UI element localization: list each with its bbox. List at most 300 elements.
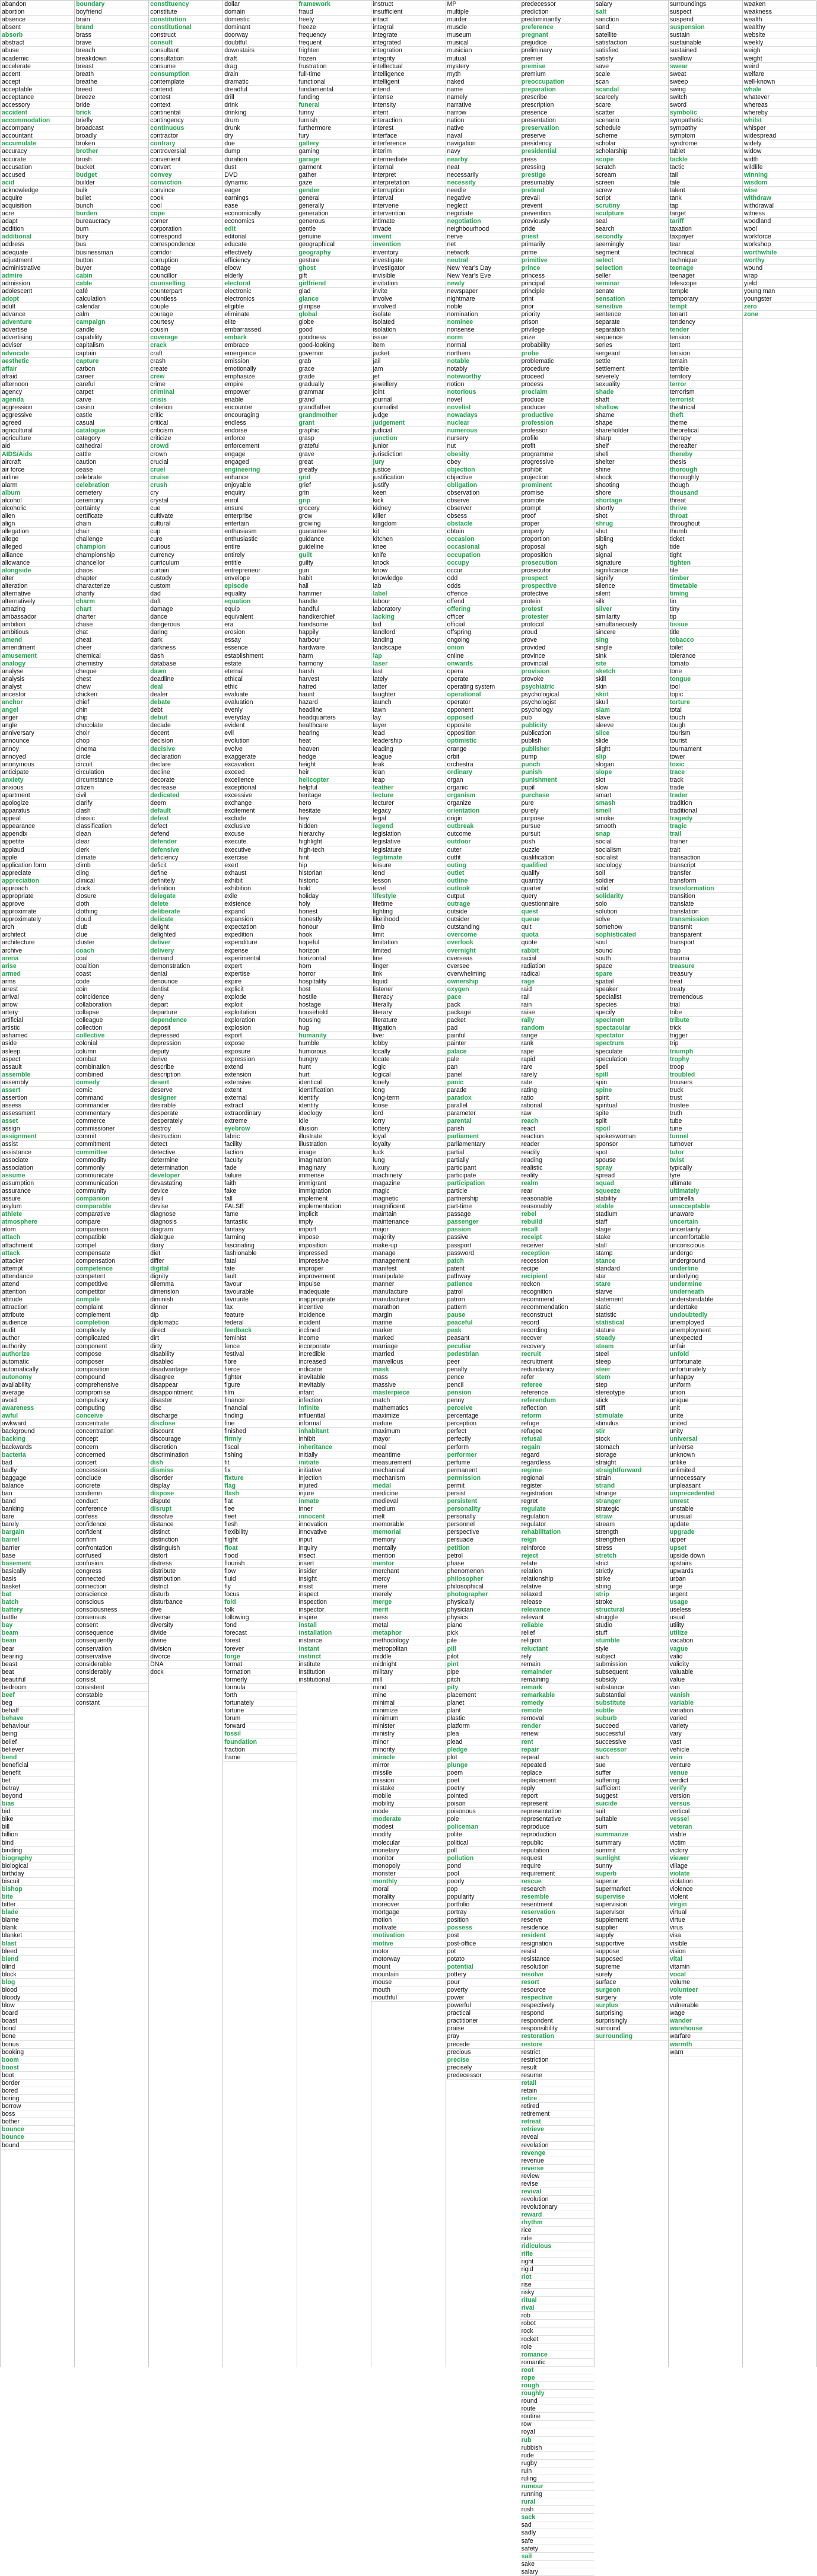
word-cell: search [595,225,668,233]
word-cell: diagnosis [149,1218,222,1226]
word-cell: rice [520,2227,594,2234]
word-cell: peak [446,1327,520,1335]
word-cell: establishment [223,652,297,660]
word-cell: acre [1,210,74,218]
word-cell: punch [520,761,594,769]
word-cell: disagree [149,1374,222,1381]
word-cell: display [149,1482,222,1490]
word-cell: space [595,963,668,970]
word-cell: purchase [520,792,594,800]
word-cell: register [520,1482,594,1490]
word-cell: presentation [520,117,594,125]
word-cell: dreadful [223,86,297,94]
word-cell: constitutional [149,24,222,31]
word-cell: humble [297,1040,371,1047]
word-cell: separation [595,326,668,334]
word-cell: apartment [1,792,74,800]
word-cell: flexibility [223,1529,297,1536]
word-cell: tobacco [669,636,742,644]
word-cell: surgeon [595,1986,668,1994]
word-cell: variation [669,1707,742,1715]
word-cell: divine [149,1637,222,1645]
word-cell: incidence [297,1311,371,1319]
word-cell: assistance [1,1149,74,1157]
word-cell: exchange [223,800,297,807]
word-cell: harm [297,652,371,660]
word-cell: protein [520,598,594,606]
word-cell: refugee [520,1428,594,1435]
word-cell: description [149,1071,222,1079]
word-cell: collection [75,1024,148,1032]
word-cell: value [669,1676,742,1684]
word-cell: geographical [297,241,371,249]
word-column-1 [1,1,75,2367]
word-cell: proud [520,629,594,636]
word-cell: pence [446,1374,520,1381]
word-cell: morality [371,1893,445,1901]
word-cell: recover [520,1335,594,1342]
word-cell: deliver [149,939,222,947]
word-cell: farming [223,1234,297,1241]
word-cell: applaud [1,846,74,854]
word-cell: battery [1,1606,74,1614]
word-cell: provincial [520,660,594,668]
word-cell: insist [297,1583,371,1591]
word-cell: provision [520,668,594,676]
word-cell: outside [446,908,520,916]
word-cell: accompany [1,125,74,132]
word-cell: gesture [297,257,371,265]
word-cell: panel [446,1071,520,1079]
word-cell: protective [520,590,594,598]
word-cell: ticket [669,536,742,543]
word-cell: enthusiasm [223,528,297,536]
word-cell: proportion [520,536,594,543]
word-cell: lighting [371,908,445,916]
word-cell: grief [297,482,371,489]
word-cell: handsome [297,621,371,629]
word-cell: wage [669,2010,742,2017]
word-cell: crowd [149,442,222,450]
word-cell: bad [1,1459,74,1467]
word-cell: retreat [520,2118,594,2126]
word-cell: label [371,590,445,598]
word-cell: replace [520,1769,594,1777]
word-cell: jail [371,358,445,365]
word-cell: prominent [520,482,594,489]
word-cell: overseas [446,955,520,963]
word-cell: alternatively [1,598,74,606]
word-cell: disaster [149,1397,222,1405]
word-cell: depression [149,1040,222,1047]
word-cell: rifle [520,2250,594,2258]
word-cell: boyfriend [75,8,148,16]
word-cell: prevent [520,202,594,210]
word-cell: grave [297,451,371,458]
word-cell: impulse [297,1281,371,1288]
word-cell: novelist [446,404,520,412]
word-cell: compile [75,1296,148,1304]
word-cell: tighten [669,559,742,567]
word-cell: manage [371,1250,445,1257]
word-cell: pottery [446,1971,520,1979]
word-cell: coach [75,947,148,955]
word-cell: retail [520,2080,594,2087]
word-cell: freeze [297,24,371,31]
word-cell: troubled [669,1071,742,1079]
word-cell: fall [223,1195,297,1203]
word-cell: inmate [297,1498,371,1505]
word-cell: chemical [75,652,148,660]
word-cell: blood [1,1986,74,1994]
word-cell: parallel [446,1102,520,1110]
word-cell: mercy [371,1575,445,1583]
word-cell: full-time [297,71,371,78]
word-cell: estate [223,660,297,668]
word-cell: solution [595,908,668,916]
word-cell: folk [223,1606,297,1614]
word-cell: imagination [297,1157,371,1164]
word-cell: prison [520,319,594,326]
word-cell: protocol [520,621,594,629]
word-cell: drunk [223,125,297,132]
word-cell: trust [669,1094,742,1102]
word-cell: dimension [149,1288,222,1296]
word-cell: pile [446,1637,520,1645]
word-cell: carve [75,396,148,404]
word-cell: rugby [520,2460,594,2467]
word-cell: northern [446,350,520,358]
word-cell: loose [371,1102,445,1110]
word-cell: attendance [1,1273,74,1281]
word-cell: exceed [223,769,297,776]
word-cell: purely [520,807,594,815]
word-cell: extraordinary [223,1110,297,1117]
word-cell: variety [669,1722,742,1730]
word-column-3 [149,1,223,2367]
word-cell: stereotype [595,1389,668,1397]
word-cell: experimental [223,955,297,963]
word-cell: mutual [446,55,520,63]
word-cell: partially [446,1157,520,1164]
word-cell: reward [520,2211,594,2219]
word-cell: remedy [520,1699,594,1707]
word-cell: fix [223,1467,297,1475]
word-cell: association [1,1164,74,1172]
word-cell: fighter [223,1374,297,1381]
word-cell: rock [520,2327,594,2335]
word-cell: doorway [223,31,297,39]
word-cell: exposure [223,1048,297,1056]
word-cell: cling [75,870,148,877]
word-cell: plea [446,1730,520,1738]
word-cell: trip [669,1040,742,1047]
word-cell: complement [75,1311,148,1319]
word-cell: successor [595,1746,668,1754]
word-cell: tourist [669,737,742,745]
word-cell: portfolio [446,1901,520,1909]
word-cell: relate [520,1560,594,1568]
word-cell: packet [446,1017,520,1024]
word-cell: password [446,1250,520,1257]
word-cell: pill [446,1645,520,1653]
word-cell: possess [446,1924,520,1932]
word-cell: legacy [371,807,445,815]
word-cell: memorable [371,1521,445,1529]
word-cell: interest [371,125,445,132]
word-cell: commerce [75,1117,148,1125]
word-cell: grammar [297,389,371,396]
word-cell: similarity [595,613,668,621]
word-cell: elbow [223,265,297,272]
word-cell: devil [149,1195,222,1203]
word-cell: anchor [1,699,74,706]
word-cell: row [520,2421,594,2428]
word-cell: plant [446,1707,520,1715]
word-cell: disadvantage [149,1366,222,1374]
word-cell: denial [149,970,222,978]
word-cell: aspect [1,1056,74,1063]
word-cell: rescue [520,1878,594,1886]
word-cell: staff [595,1218,668,1226]
word-cell: favour [223,1281,297,1288]
word-cell: hierarchy [297,830,371,838]
word-cell: atmosphere [1,1218,74,1226]
word-cell: guidance [297,536,371,543]
word-cell: allegation [1,528,74,536]
word-cell: remark [520,1684,594,1692]
word-cell: parental [446,1117,520,1125]
word-cell: crystal [149,497,222,505]
word-cell: seal [595,218,668,225]
word-cell: nightmare [446,295,520,303]
word-cell: plot [446,1754,520,1762]
word-cell: projection [520,474,594,482]
word-cell: healthcare [297,722,371,730]
word-cell: essence [223,644,297,652]
word-cell: negotiate [446,210,520,218]
word-cell: truth [669,1110,742,1117]
word-cell: regulator [520,1521,594,1529]
word-cell: supervise [595,1893,668,1901]
word-cell: poet [446,1777,520,1785]
word-cell: statistic [595,1311,668,1319]
word-cell: shell [595,451,668,458]
word-cell: nuclear [446,419,520,427]
word-cell: asylum [1,1203,74,1211]
word-cell: mouthful [371,1994,445,2002]
word-cell: classification [75,823,148,830]
word-cell: impressed [297,1250,371,1257]
word-cell: massive [371,1381,445,1389]
word-cell: outstanding [446,924,520,931]
word-cell: reality [520,1172,594,1180]
word-cell: diverse [149,1614,222,1622]
word-cell: grocery [297,505,371,512]
word-cell: listener [371,986,445,994]
word-cell: supermarket [595,1886,668,1893]
word-cell: evenly [223,706,297,714]
word-cell: motive [371,1940,445,1948]
word-cell: minister [371,1722,445,1730]
word-cell: bother [1,2118,74,2126]
word-cell: prohibit [520,466,594,474]
word-cell: manifest [371,1265,445,1273]
word-cell: thumb [669,528,742,536]
word-cell: hall [297,582,371,590]
word-cell: metal [371,1622,445,1629]
word-cell: select [595,257,668,265]
word-cell: advance [1,311,74,319]
word-cell: consistent [75,1684,148,1692]
word-cell: screen [595,179,668,187]
word-cell: appropriate [1,893,74,900]
word-cell: literary [371,1009,445,1017]
word-cell: polite [446,1831,520,1839]
word-cell: trade [669,784,742,792]
word-cell: hedge [297,753,371,761]
word-cell: identical [297,1079,371,1087]
word-cell: entirely [223,552,297,559]
word-cell: forecast [223,1629,297,1637]
word-cell: soul [595,939,668,947]
word-cell: deputy [149,1048,222,1056]
word-column-7 [446,1,520,2367]
word-cell: external [223,1094,297,1102]
word-cell: curious [149,543,222,551]
word-cell: grade [297,373,371,381]
word-cell: manufacturer [371,1296,445,1304]
word-cell: countless [149,295,222,303]
word-cell: implement [297,1195,371,1203]
word-cell: integrated [371,39,445,47]
word-cell: global [297,311,371,319]
word-cell: drink [223,101,297,109]
word-cell: scope [595,156,668,164]
word-cell: contingency [149,117,222,125]
word-cell: temple [669,288,742,295]
word-cell: level [371,885,445,893]
word-cell: opposition [446,730,520,737]
word-cell: cheer [75,644,148,652]
word-cell: fantastic [223,1218,297,1226]
word-cell: awkward [1,1420,74,1428]
word-cell: deadline [149,676,222,683]
word-cell: pretend [520,187,594,195]
word-cell: bleed [1,1948,74,1956]
word-cell: basically [1,1568,74,1575]
word-cell: fax [223,1304,297,1311]
word-cell: attraction [1,1304,74,1311]
word-cell: legislative [371,838,445,846]
word-cell: carbon [75,365,148,373]
word-cell: corporation [149,225,222,233]
word-cell: tackle [669,156,742,164]
word-cell: database [149,660,222,668]
word-cell: daft [149,598,222,606]
word-cell: pad [446,1024,520,1032]
word-cell: rapid [520,1056,594,1063]
word-cell: liver [371,1032,445,1040]
word-cell: powerful [446,2002,520,2010]
word-cell: connection [75,1583,148,1591]
word-cell: grin [297,489,371,497]
word-cell: silent [595,590,668,598]
word-cell: obstacle [446,520,520,528]
word-cell: consultation [149,55,222,63]
word-cell: certificate [75,512,148,520]
word-cell: newly [446,280,520,288]
word-cell: prospective [520,582,594,590]
word-cell: magnetic [371,1195,445,1203]
word-cell: masterpiece [371,1389,445,1397]
word-cell: expand [223,908,297,916]
word-cell: consult [149,39,222,47]
word-cell: magnificent [371,1203,445,1211]
word-cell: submission [595,1661,668,1668]
word-cell: reaction [520,1133,594,1141]
word-cell: repair [520,1746,594,1754]
word-cell: proceed [520,373,594,381]
word-cell: talent [669,187,742,195]
word-cell: syndrome [669,140,742,148]
word-cell: successive [595,1738,668,1746]
word-cell: problematic [520,358,594,365]
word-cell: depressed [149,1032,222,1040]
word-cell: unacceptable [669,1203,742,1211]
word-cell: excitement [223,807,297,815]
word-cell: parliamentary [446,1141,520,1148]
word-cell: extreme [223,1117,297,1125]
word-cell: representation [520,1808,594,1816]
word-cell: forth [223,1692,297,1699]
word-cell: consequently [75,1637,148,1645]
word-cell: appetite [1,838,74,846]
word-cell: tip [669,613,742,621]
word-cell: painful [446,1032,520,1040]
word-cell: questionnaire [520,900,594,908]
word-cell: formerly [223,1676,297,1684]
word-cell: physically [446,1599,520,1606]
word-cell: adult [1,303,74,311]
word-cell: touch [669,714,742,722]
word-cell: existence [223,900,297,908]
word-cell: spill [595,1071,668,1079]
word-cell: pick [446,1629,520,1637]
word-cell: cousin [149,326,222,334]
word-cell: cabin [75,272,148,280]
word-cell: spoil [595,1125,668,1133]
word-cell: summit [595,1847,668,1855]
word-cell: band [1,1498,74,1505]
word-cell: complaint [75,1304,148,1311]
word-cell: mobile [371,1792,445,1800]
word-cell: heaven [297,746,371,753]
word-cell: stroke [595,1599,668,1606]
word-cell: coalition [75,963,148,970]
word-cell: monopoly [371,1862,445,1870]
word-cell: chase [75,621,148,629]
word-cell: completion [75,1319,148,1327]
word-cell: injection [297,1475,371,1482]
word-cell: resource [520,1986,594,1994]
word-cell: record [520,1319,594,1327]
word-cell: film [223,1389,297,1397]
word-cell: championship [75,552,148,559]
word-cell: research [520,1886,594,1893]
word-cell: thesis [669,458,742,466]
word-cell: physician [446,1606,520,1614]
